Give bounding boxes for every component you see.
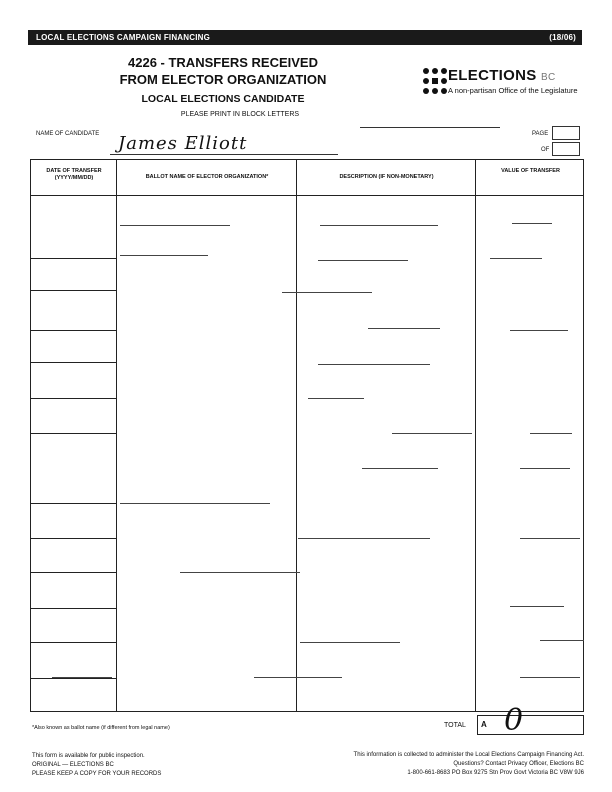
total-letter: A [481,720,487,729]
header-band [28,30,582,45]
field-underline [362,468,438,469]
page-label: PAGE [532,131,549,137]
footer-right [316,751,584,778]
form-audience: LOCAL ELECTIONS CANDIDATE [141,93,305,105]
footer-right-line: 1-800-661-8683 PO Box 9275 Stn Prov Govt Victoria BC V8W 9J6 [407,770,584,776]
table-row-divider [30,538,116,539]
field-underline [392,433,472,434]
field-underline [318,364,430,365]
column-divider [116,159,117,712]
column-header-description: DESCRIPTION (IF NON-MONETARY) [339,174,434,180]
field-underline [520,677,580,678]
field-underline [520,538,580,539]
logo-name: ELECTIONS [448,67,537,84]
field-underline [180,572,300,573]
table-row-divider [30,398,116,399]
table-row-divider [30,572,116,573]
print-instruction: PLEASE PRINT IN BLOCK LETTERS [180,111,300,118]
candidate-name-field[interactable]: James Elliott [118,133,248,154]
table-row-divider [30,258,116,259]
field-underline [510,606,564,607]
field-underline [120,225,230,226]
table-row-divider [30,362,116,363]
transfers-table [30,159,584,712]
field-underline [530,433,572,434]
table-row-divider [30,503,116,504]
table-row-divider [30,678,116,679]
column-header-date: DATE OF TRANSFER (YYYY/MM/DD) [46,168,102,181]
field-underline [540,640,584,641]
footnote: *Also known as ballot name (if different from legal name) [32,725,170,731]
table-row-divider [30,330,116,331]
column-divider [475,159,476,712]
field-underline [318,260,408,261]
footer-left [32,752,161,779]
total-value: 0 [504,703,524,738]
field-underline [52,677,112,678]
footer-left-line: PLEASE KEEP A COPY FOR YOUR RECORDS [32,771,162,777]
field-underline [282,292,372,293]
candidate-name-underline [110,154,338,155]
column-header-organization: BALLOT NAME OF ELECTOR ORGANIZATION* [145,174,269,180]
footer-right-line: This information is collected to administer the Local Elections Campaign Financing Act. [353,752,584,758]
column-header-value: VALUE OF TRANSFER [501,168,560,174]
logo-wordmark [448,67,556,84]
total-field[interactable] [477,715,584,735]
column-divider [296,159,297,712]
field-underline [512,223,552,224]
form-code: (18/06) [549,33,576,42]
page-total-field[interactable] [552,142,580,156]
table-row-divider [30,608,116,609]
elections-logo-icon [422,67,448,95]
table-row-divider [30,642,116,643]
field-underline [510,330,568,331]
field-underline [320,225,438,226]
form-subtitle: FROM ELECTOR ORGANIZATION [119,72,327,87]
field-underline [308,398,364,399]
field-underline [520,468,570,469]
total-label: TOTAL [444,722,466,729]
logo-tagline: A non-partisan Office of the Legislature [448,86,578,95]
footer-right-line: Questions? Contact Privacy Officer, Elections BC [453,761,584,767]
form-title: 4226 - TRANSFERS RECEIVED [128,55,318,70]
field-underline [120,503,270,504]
field-underline [298,538,430,539]
header-divider [30,195,584,196]
field-underline [368,328,440,329]
page-number-field[interactable] [552,126,580,140]
field-underline [490,258,542,259]
of-label: OF [541,147,550,153]
divider-line [360,127,500,128]
footer-left-line: This form is available for public inspection. [32,753,145,759]
footer-left-line: ORIGINAL — ELECTIONS BC [32,762,114,768]
field-underline [120,255,208,256]
table-row-divider [30,433,116,434]
logo-suffix: BC [541,72,556,83]
table-row-divider [30,290,116,291]
field-underline [300,642,400,643]
candidate-name-label: NAME OF CANDIDATE [36,131,100,137]
field-underline [254,677,342,678]
header-band-text: LOCAL ELECTIONS CAMPAIGN FINANCING [36,33,211,42]
